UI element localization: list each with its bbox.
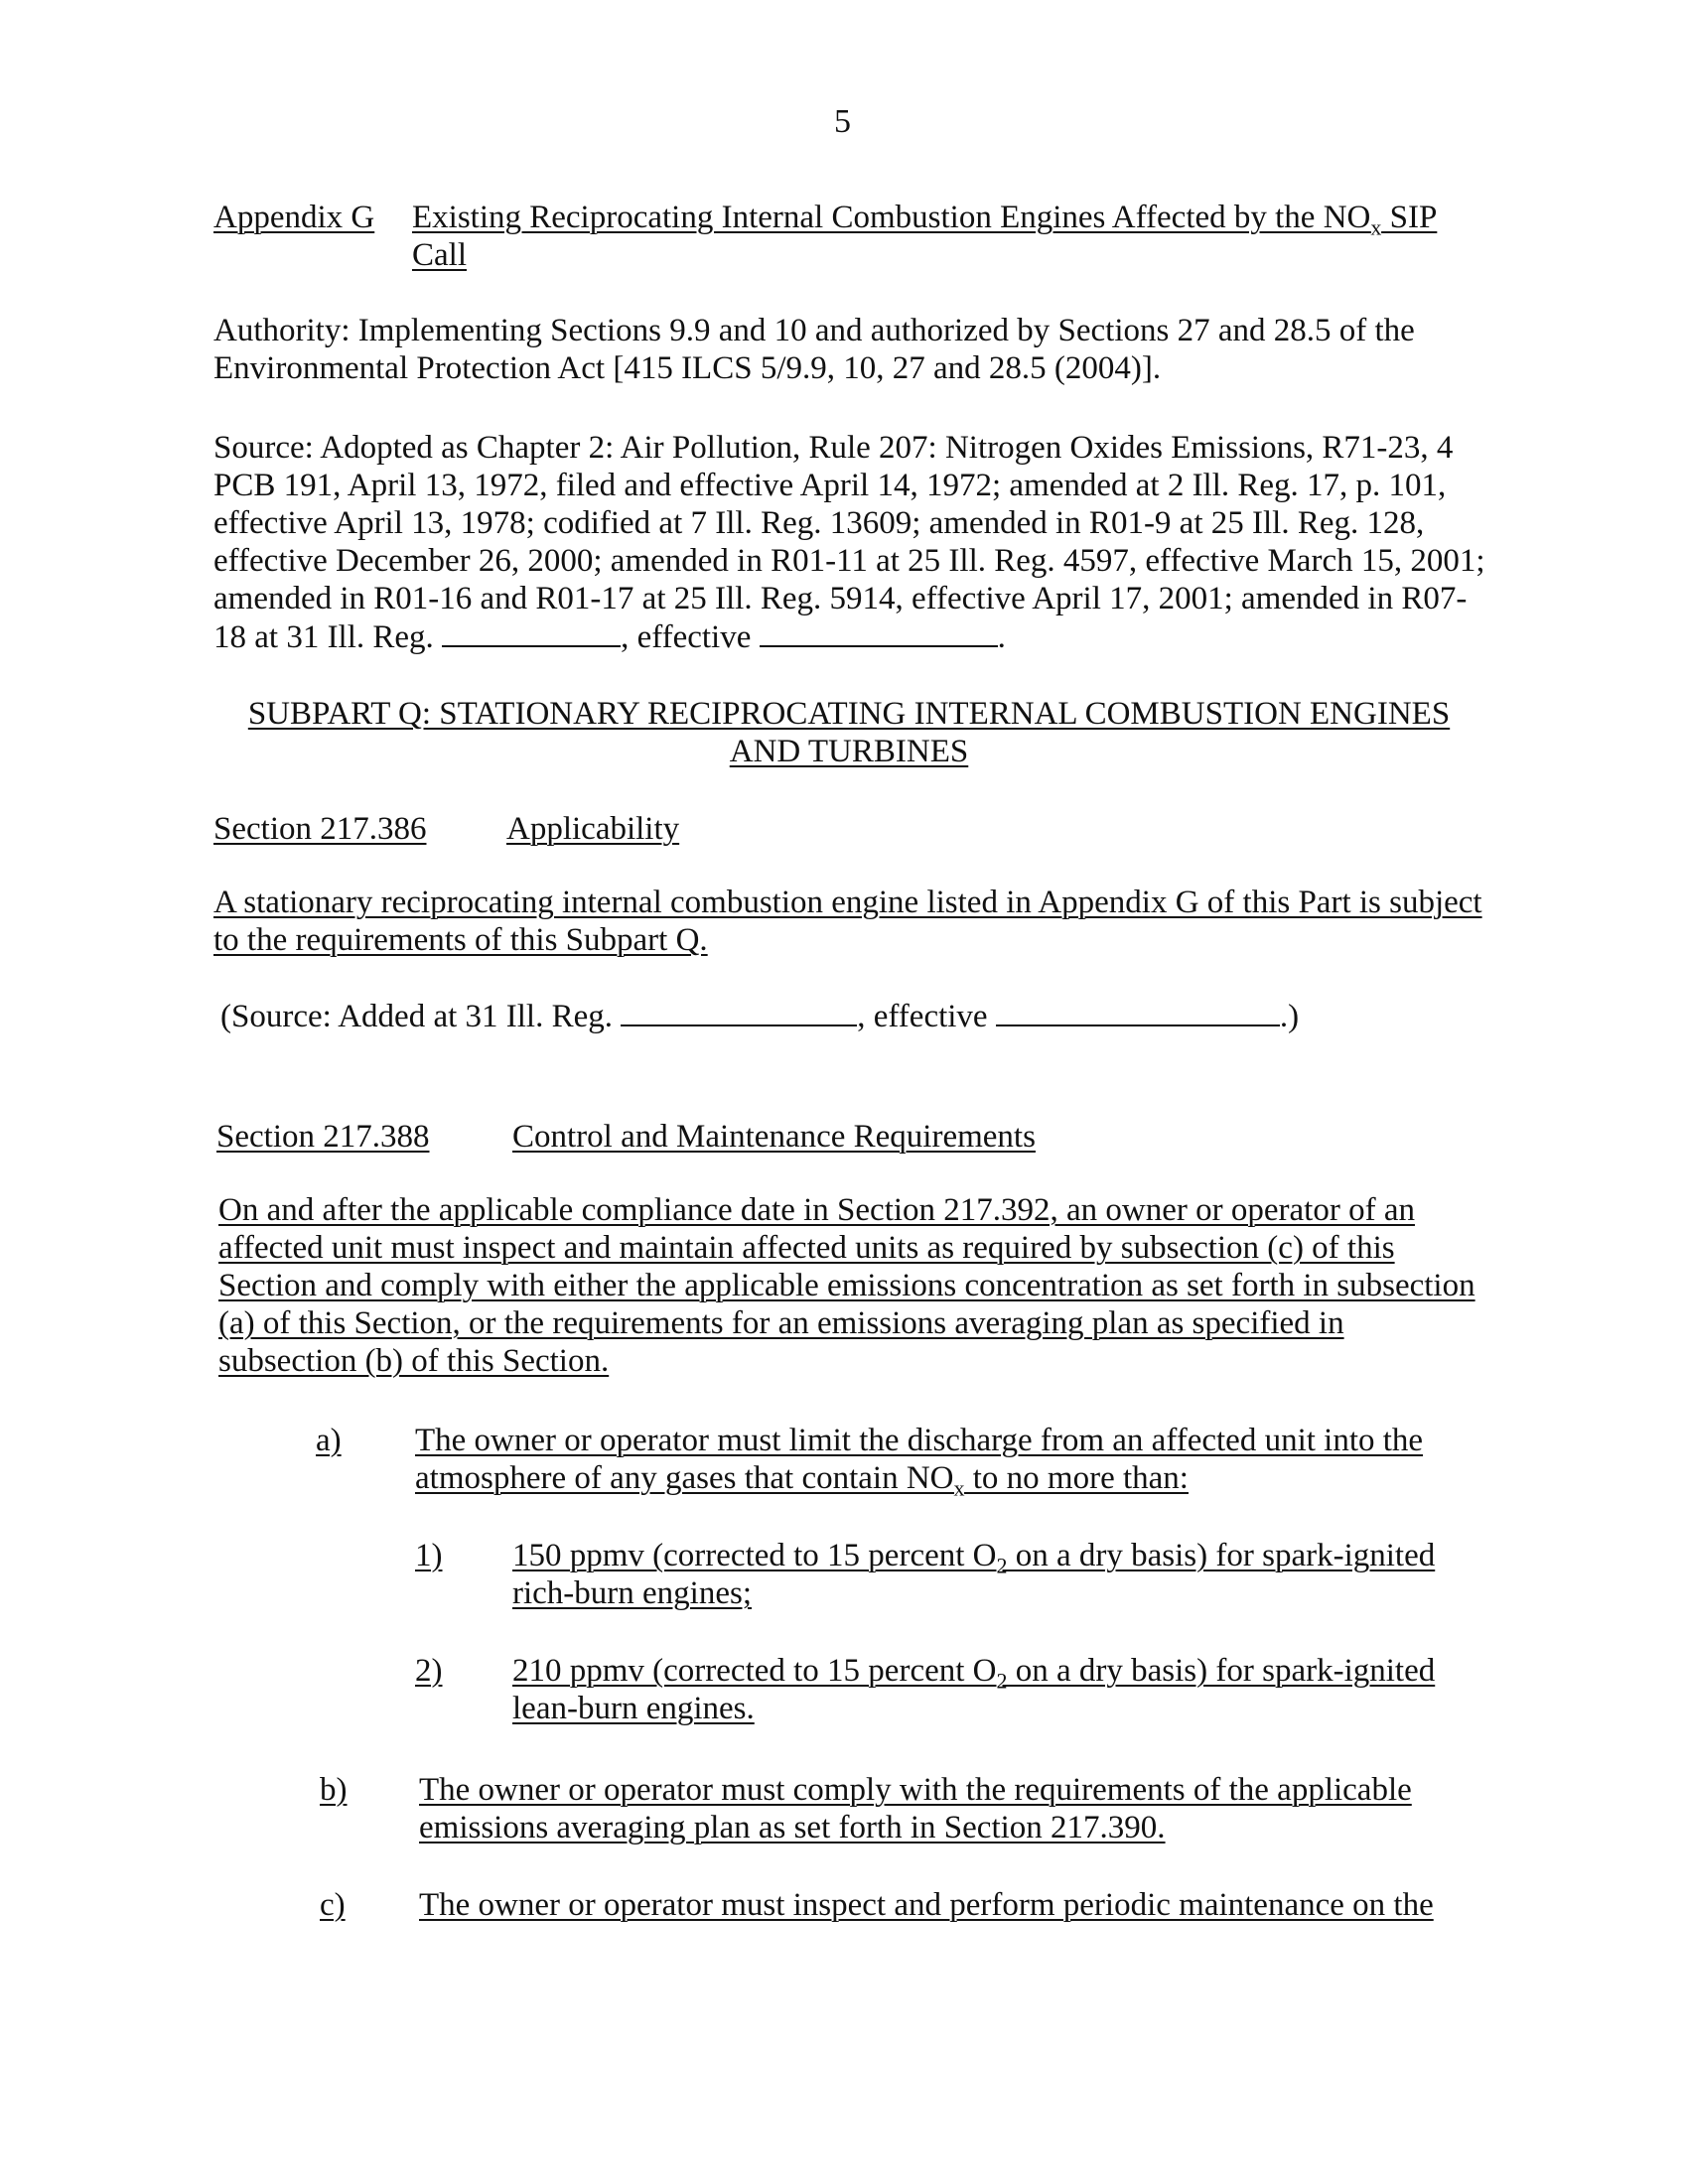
blank-effective-date — [760, 617, 998, 647]
subsection-a2-sub: 2 — [996, 1668, 1008, 1694]
section-388-body: On and after the applicable compliance date in Section 217.392, an owner or operator of an affected unit must inspect and maintain affected units as required by subsection (c) of this Section and comply with either the applicable emissions concentration as set forth in subsection (a) of this Section, or the requirements for an emissions averaging plan as specified in subsection (b) of this Section. — [218, 1192, 1475, 1379]
subsection-a2-post: on a dry basis) for spark-ignited lean-burn engines. — [512, 1653, 1436, 1726]
appendix-title — [412, 199, 1484, 274]
appendix-title-sub: x — [1370, 214, 1382, 240]
subpart-heading — [213, 695, 1484, 770]
source-paragraph — [213, 429, 1494, 656]
subsection-b-mark: b) — [320, 1772, 348, 1808]
appendix-label: Appendix G — [213, 200, 375, 235]
subsection-a2-pre: 210 ppmv (corrected to 15 percent O — [512, 1653, 997, 1689]
section-386-source-mid: , effective — [857, 999, 988, 1034]
subsection-a-mark: a) — [316, 1423, 342, 1458]
subsection-a2-mark: 2) — [415, 1653, 443, 1689]
blank-register — [442, 617, 621, 647]
subsection-a1-mark: 1) — [415, 1538, 443, 1573]
subsection-c-text: The owner or operator must inspect and perform periodic maintenance on the — [419, 1887, 1434, 1923]
subpart-line2: AND TURBINES — [729, 734, 969, 769]
appendix-heading — [213, 199, 1484, 273]
appendix-title-text: Existing Reciprocating Internal Combustion Engines Affected by the NO — [412, 200, 1371, 235]
section-386-body: A stationary reciprocating internal combustion engine listed in Appendix G of this Part is subject to the requirements of this Subpart Q. — [213, 885, 1482, 958]
subsection-a1-post: on a dry basis) for spark-ignited rich-burn engines; — [512, 1538, 1436, 1611]
section-388-heading — [216, 1118, 1487, 1156]
authority-paragraph: Authority: Implementing Sections 9.9 and 10 and authorized by Sections 27 and 28.5 of the Environmental Protection Act [415 ILCS 5/9.9, 10, 27 and 28.5 (2004)]. — [213, 313, 1415, 386]
subsection-a1-pre: 150 ppmv (corrected to 15 percent O — [512, 1538, 997, 1573]
subsection-a-text — [415, 1422, 1428, 1501]
subsection-a-end: to no more than: — [964, 1460, 1189, 1496]
subpart-line1: SUBPART Q: STATIONARY RECIPROCATING INTERNAL COMBUSTION ENGINES — [247, 696, 1451, 732]
section-386-title: Applicability — [506, 811, 680, 847]
subsection-a1-sub: 2 — [996, 1553, 1008, 1578]
subsection-a2-text — [512, 1652, 1436, 1727]
subsection-a1-text — [512, 1537, 1436, 1612]
subsection-b-text: The owner or operator must comply with the requirements of the applicable emissions averaging plan as set forth in Section 217.390. — [419, 1772, 1412, 1845]
section-386-source — [220, 997, 1491, 1035]
subsection-a-sub: x — [953, 1475, 965, 1501]
section-386-number: Section 217.386 — [213, 811, 427, 847]
section-386-heading — [213, 810, 1484, 848]
source-text: Source: Adopted as Chapter 2: Air Pollution, Rule 207: Nitrogen Oxides Emissions, R71-23, 4 PCB 191, April 13, 1972, filed and effective April 14, 1972; amended at 2 Ill. Reg. 17, p. 101, effective April 13, 1978; codified at 7 Ill. Reg. 13609; amended in R01-9 at 25 Ill. Reg. 128, effective December 26, 2000; amended in R01-11 at 25 Ill. Reg. 4597, effective March 15, 2001; amended in R01-16 and R01-17 at 25 Ill. Reg. 5914, effective April 17, 2001; amended in R07-18 at 31 Ill. Reg. — [213, 430, 1485, 655]
subsection-c-mark: c) — [320, 1887, 346, 1923]
section-388-title: Control and Maintenance Requirements — [512, 1119, 1036, 1155]
blank-386-register — [621, 997, 857, 1026]
source-effective: , effective — [621, 619, 752, 655]
appendix-title-end: SIP Call — [412, 200, 1438, 273]
section-386-source-prefix: (Source: Added at 31 Ill. Reg. — [220, 999, 614, 1034]
source-end: . — [997, 619, 1006, 655]
section-388-number: Section 217.388 — [216, 1119, 430, 1155]
page-number: 5 — [834, 103, 851, 140]
blank-386-effective — [996, 997, 1280, 1026]
section-386-source-end: .) — [1279, 999, 1300, 1034]
subsection-a-body: The owner or operator must limit the discharge from an affected unit into the atmosphere of any gases that contain NO — [415, 1423, 1424, 1496]
